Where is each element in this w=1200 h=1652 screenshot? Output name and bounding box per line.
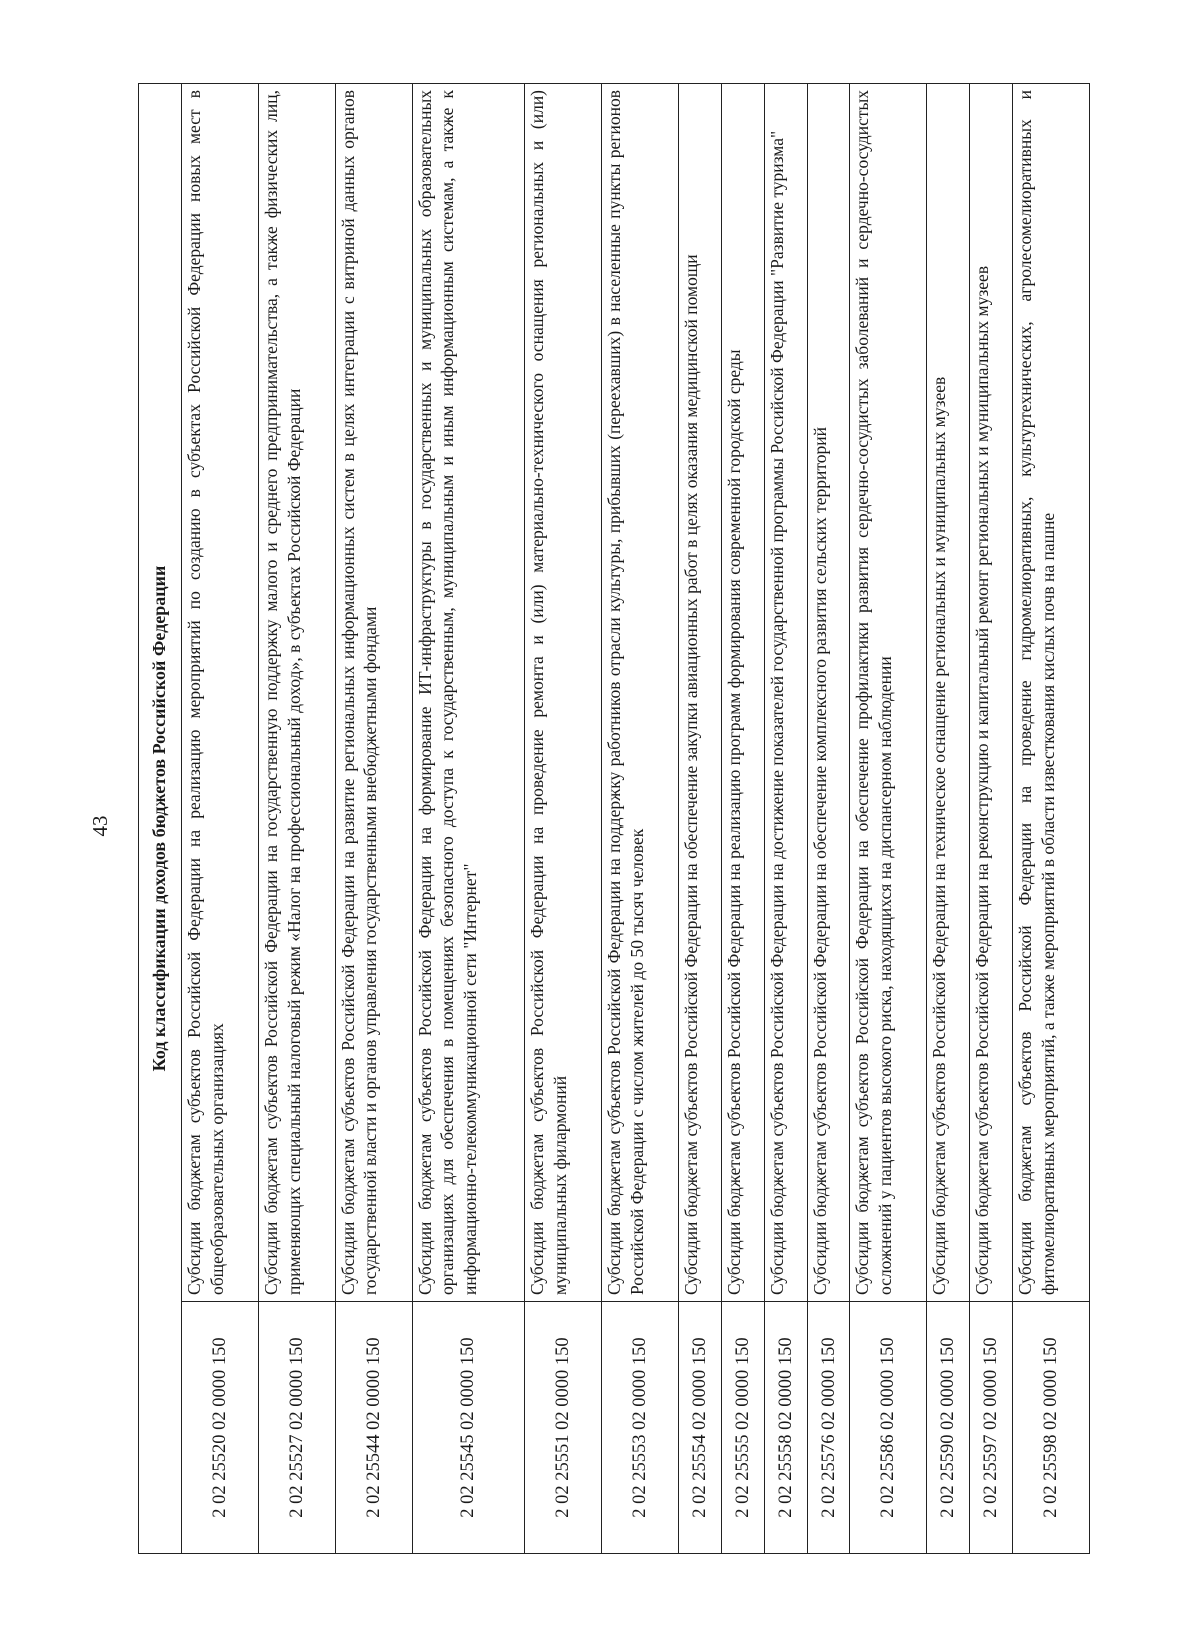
page-number: 43 (88, 815, 112, 837)
table-row (182, 83, 259, 1553)
revenue-description: Субсидии бюджетам субъектов Российской Федерации на достижение показателей государственной программы Российской Федерации "Развитие туризма" (764, 83, 807, 1301)
table-row (1013, 83, 1090, 1553)
revenue-description: Субсидии бюджетам субъектов Российской Федерации на реализацию программ формирования современной городской среды (721, 83, 764, 1301)
table-row (602, 83, 679, 1553)
classification-code: 2 02 25553 02 0000 150 (602, 1302, 679, 1554)
classification-code: 2 02 25597 02 0000 150 (970, 1302, 1013, 1554)
table-row (679, 83, 722, 1553)
table-row (807, 83, 850, 1553)
table-row (850, 83, 927, 1553)
table-row (525, 83, 602, 1553)
revenue-description: Субсидии бюджетам субъектов Российской Федерации на поддержку работников отрасли культуры, прибывших (переехавших) в населенные пункты регионов Российской Федерации с числом жителей до 50 тысяч человек (602, 83, 679, 1301)
revenue-description: Субсидии бюджетам субъектов Российской Федерации на проведение гидромелиоративных, культуртехнических, агролесомелиоративных и фитомелиоративных мероприятий, а также мероприятий в области известкования кислых почв на пашне (1013, 83, 1090, 1301)
budget-classification-table (138, 83, 1090, 1554)
revenue-description: Субсидии бюджетам субъектов Российской Федерации на развитие региональных информационных систем в целях интеграции с витриной данных органов государственной власти и органов управления государственными внебюджетными фондами (335, 83, 412, 1301)
table-row (258, 83, 335, 1553)
revenue-description: Субсидии бюджетам субъектов Российской Федерации на реализацию мероприятий по созданию в субъектах Российской Федерации новых мест в общеобразовательных организациях (182, 83, 259, 1301)
classification-code: 2 02 25586 02 0000 150 (850, 1302, 927, 1554)
revenue-description: Субсидии бюджетам субъектов Российской Федерации на обеспечение закупки авиационных работ в целях оказания медицинской помощи (679, 83, 722, 1301)
classification-code: 2 02 25520 02 0000 150 (182, 1302, 259, 1554)
revenue-description: Субсидии бюджетам субъектов Российской Федерации на проведение ремонта и (или) материально-технического оснащения региональных и (или) муниципальных филармоний (525, 83, 602, 1301)
revenue-description: Субсидии бюджетам субъектов Российской Федерации на обеспечение профилактики развития сердечно-сосудистых заболеваний и сердечно-сосудистых осложнений у пациентов высокого риска, находящихся на диспансерном наблюдении (850, 83, 927, 1301)
revenue-description: Субсидии бюджетам субъектов Российской Федерации на государственную поддержку малого и среднего предпринимательства, а также физических лиц, применяющих специальный налоговый режим «Налог на профессиональный доход», в субъектах Российской Федерации (258, 83, 335, 1301)
table-header: Код классификации доходов бюджетов Российской Федерации (139, 83, 182, 1553)
revenue-description: Субсидии бюджетам субъектов Российской Федерации на реконструкцию и капитальный ремонт региональных и муниципальных музеев (970, 83, 1013, 1301)
classification-code: 2 02 25598 02 0000 150 (1013, 1302, 1090, 1554)
classification-code: 2 02 25551 02 0000 150 (525, 1302, 602, 1554)
revenue-description: Субсидии бюджетам субъектов Российской Федерации на формирование ИТ-инфраструктуры в государственных и муниципальных образовательных организациях для обеспечения в помещениях безопасного доступа к государственным, муниципальным и иным информационным системам, а также к информационно-телекоммуникационной сети "Интернет" (412, 83, 525, 1301)
table-row (970, 83, 1013, 1553)
revenue-description: Субсидии бюджетам субъектов Российской Федерации на обеспечение комплексного развития сельских территорий (807, 83, 850, 1301)
classification-code: 2 02 25576 02 0000 150 (807, 1302, 850, 1554)
classification-code: 2 02 25527 02 0000 150 (258, 1302, 335, 1554)
table-row (721, 83, 764, 1553)
table-row (412, 83, 525, 1553)
classification-code: 2 02 25554 02 0000 150 (679, 1302, 722, 1554)
table-row (764, 83, 807, 1553)
classification-code: 2 02 25545 02 0000 150 (412, 1302, 525, 1554)
classification-code: 2 02 25590 02 0000 150 (927, 1302, 970, 1554)
rotated-table-container (138, 84, 1090, 1554)
table-row (335, 83, 412, 1553)
revenue-description: Субсидии бюджетам субъектов Российской Федерации на техническое оснащение региональных и муниципальных музеев (927, 83, 970, 1301)
classification-code: 2 02 25544 02 0000 150 (335, 1302, 412, 1554)
classification-code: 2 02 25555 02 0000 150 (721, 1302, 764, 1554)
table-header-row (139, 83, 182, 1553)
table-row (927, 83, 970, 1553)
table-body (182, 83, 1090, 1553)
classification-code: 2 02 25558 02 0000 150 (764, 1302, 807, 1554)
